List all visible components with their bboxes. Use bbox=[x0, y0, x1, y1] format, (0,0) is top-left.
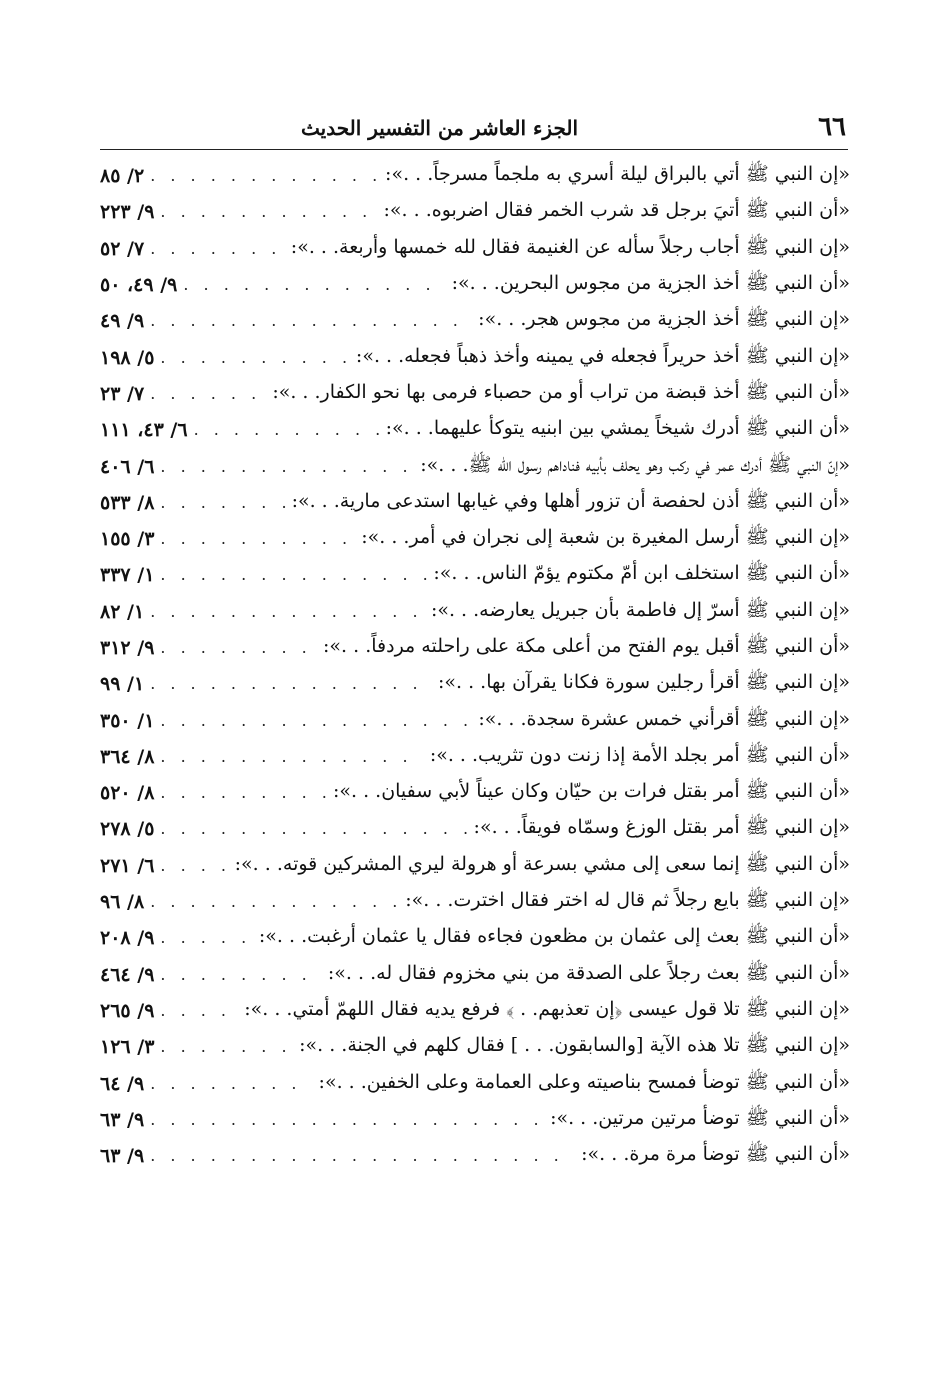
entry-reference: ٩/ ٤٩، ٥٠ bbox=[100, 274, 178, 297]
entry-reference: ٩/ ٦٣ bbox=[100, 1108, 145, 1131]
entry-text: «إن النبي ﷺ تلا قول عيسى ﴿إن تعذبهم. . ﴾ فرفع يديه فقال اللهمّ أمتي. . .»: bbox=[244, 997, 850, 1020]
entry-reference: ٦/ ٤٣، ١١١ bbox=[100, 419, 188, 442]
leader-dots bbox=[160, 964, 322, 986]
index-entry bbox=[100, 1065, 850, 1101]
entry-text: «أن النبي ﷺ أقبل يوم الفتح من أعلى مكة على راحلته مردفاً. . .»: bbox=[323, 635, 850, 657]
index-entry bbox=[100, 412, 850, 448]
index-entry bbox=[100, 920, 850, 956]
index-entry bbox=[100, 485, 850, 521]
entry-text: «إن النبي ﷺ أخذ الجزية من مجوس هجر. . .»: bbox=[478, 308, 850, 331]
entry-reference: ١/ ٩٩ bbox=[100, 673, 145, 696]
entry-reference: ٦/ ٢٧١ bbox=[100, 854, 155, 877]
leader-dots bbox=[183, 274, 445, 296]
entry-reference: ٧/ ٥٢ bbox=[100, 237, 145, 260]
leader-dots bbox=[150, 1145, 575, 1167]
entry-text: «أن النبي ﷺ أذن لحفصة أن تزور أهلها وفي غيابها استدعى مارية. . .»: bbox=[291, 489, 850, 512]
entry-text: «إن النبي ﷺ أرسل المغيرة بن شعبة إلى نجران في أمر. . .»: bbox=[361, 526, 850, 549]
leader-dots bbox=[160, 492, 285, 514]
entry-text: «أن النبي ﷺ توضأ مرة مرة. . .»: bbox=[581, 1143, 850, 1166]
index-entry bbox=[100, 1102, 850, 1138]
index-entry bbox=[100, 594, 850, 630]
entry-text: «أن النبي ﷺ إنما سعى إلى مشي بسرعة أو هرولة ليري المشركين قوته. . .»: bbox=[234, 852, 850, 875]
index-entry bbox=[100, 666, 850, 702]
entry-reference: ٨/ ٥٣٣ bbox=[100, 491, 155, 514]
index-entry bbox=[100, 811, 850, 847]
leader-dots bbox=[160, 818, 467, 840]
entry-text: «إن النبي ﷺ بايع رجلاً ثم قال له اختر فقال اخترت. . .»: bbox=[405, 889, 850, 912]
entry-text: «إن النبي ﷺ أخذ حريراً فجعله في يمينه وأخذ ذهباً فجعله. . .»: bbox=[355, 344, 850, 367]
entry-reference: ٩/ ٢٦٥ bbox=[100, 999, 155, 1022]
leader-dots bbox=[160, 347, 350, 369]
index-entry bbox=[100, 158, 850, 194]
entry-reference: ٧/ ٢٣ bbox=[100, 382, 145, 405]
index-entry bbox=[100, 194, 850, 230]
leader-dots bbox=[160, 456, 414, 478]
entry-text: «أن النبي ﷺ استخلف ابن أمّ مكتوم يؤمّ الناس. . .»: bbox=[433, 562, 850, 585]
index-entry bbox=[100, 630, 850, 666]
entry-text: «أن النبي ﷺ أخذ قبضة من تراب أو من حصباء فرمى بها نحو الكفار. . .»: bbox=[272, 380, 850, 403]
index-entry bbox=[100, 1138, 850, 1174]
entry-text: «إن النبي ﷺ أقرأني خمس عشرة سجدة. . .»: bbox=[478, 707, 850, 730]
entry-text: «إن النبي ﷺ أجاب رجلاً سأله عن الغنيمة فقال لله خمسها وأربعة. . .»: bbox=[290, 235, 850, 258]
leader-dots bbox=[160, 1036, 293, 1058]
entry-text: «إن النبي ﷺ أمر بقتل الوزغ وسمّاه فويقاً. . .»: bbox=[473, 816, 850, 839]
page-header bbox=[100, 112, 848, 152]
index-entry bbox=[100, 739, 850, 775]
leader-dots bbox=[150, 1073, 312, 1095]
leader-dots bbox=[160, 201, 377, 223]
index-entry bbox=[100, 231, 850, 267]
index-entry bbox=[100, 267, 850, 303]
index-entry bbox=[100, 848, 850, 884]
entry-text: «أن النبي ﷺ توضأ مرتين مرتين. . .»: bbox=[550, 1106, 850, 1129]
index-entry bbox=[100, 557, 850, 593]
leader-dots bbox=[150, 673, 432, 695]
header-rule bbox=[100, 149, 848, 150]
index-entry bbox=[100, 521, 850, 557]
index-entry bbox=[100, 957, 850, 993]
page-number: ٦٦ bbox=[818, 112, 846, 142]
entry-reference: ٣/ ١٢٦ bbox=[100, 1036, 155, 1059]
entry-text: «أن النبي ﷺ أمر بجلد الأمة إذا زنت دون تثريب. . .»: bbox=[429, 743, 850, 766]
index-entry bbox=[100, 339, 850, 375]
running-title: الجزء العاشر من التفسير الحديث bbox=[301, 116, 578, 140]
leader-dots bbox=[150, 238, 285, 260]
entry-reference: ٨/ ٥٢٠ bbox=[100, 782, 155, 805]
entry-text: «أن النبي ﷺ أدرك شيخاً يمشي بين ابنيه يتوكأ عليهما. . .»: bbox=[385, 417, 850, 440]
entry-text: «أن النبي ﷺ أخذ الجزية من مجوس البحرين. . .»: bbox=[451, 272, 850, 295]
leader-dots bbox=[150, 1109, 544, 1131]
leader-dots bbox=[150, 891, 399, 913]
entry-text: «إن النبي ﷺ أقرأ رجلين سورة فكانا يقرآن بها. . .»: bbox=[437, 671, 850, 694]
entry-reference: ٩/ ٦٣ bbox=[100, 1145, 145, 1168]
entry-reference: ٨/ ٩٦ bbox=[100, 891, 145, 914]
entry-reference: ١/ ٣٥٠ bbox=[100, 709, 155, 732]
entry-text: «أن النبي ﷺ أمر بقتل فرات بن حيّان وكان عيناً لأبي سفيان. . .»: bbox=[332, 780, 850, 803]
entry-text: «أن النبي ﷺ بعث إلى عثمان بن مظعون فجاءه فقال يا عثمان أرغبت. . .»: bbox=[258, 925, 850, 948]
leader-dots bbox=[194, 419, 380, 441]
leader-dots bbox=[160, 746, 423, 768]
leader-dots bbox=[160, 927, 252, 949]
leader-dots bbox=[150, 165, 379, 187]
leader-dots bbox=[160, 710, 472, 732]
index-entry bbox=[100, 884, 850, 920]
leader-dots bbox=[160, 564, 427, 586]
leader-dots bbox=[160, 637, 317, 659]
index-entry bbox=[100, 775, 850, 811]
entry-reference: ٩/ ٤٩ bbox=[100, 310, 145, 333]
entry-reference: ١/ ٨٢ bbox=[100, 600, 145, 623]
entry-reference: ٦/ ٤٠٦ bbox=[100, 455, 155, 478]
index-list bbox=[100, 158, 850, 1174]
index-entry bbox=[100, 303, 850, 339]
leader-dots bbox=[160, 1000, 238, 1022]
entry-reference: ٣/ ١٥٥ bbox=[100, 528, 155, 551]
entry-text: «أن النبي ﷺ بعث رجلاً على الصدقة من بني مخزوم فقال له. . .»: bbox=[327, 961, 850, 984]
index-entry bbox=[100, 1029, 850, 1065]
leader-dots bbox=[160, 528, 355, 550]
entry-reference: ٩/ ٣١٢ bbox=[100, 637, 155, 659]
leader-dots bbox=[160, 855, 228, 877]
leader-dots bbox=[160, 782, 327, 804]
entry-reference: ١/ ٣٣٧ bbox=[100, 564, 155, 587]
entry-text: «إنّ النبي ﷺ أدرك عمر في ركب وهو يحلف بأبيه فناداهم رسول الله ﷺ. . .»: bbox=[420, 453, 850, 476]
entry-text: «إن النبي ﷺ تلا هذه الآية [والسابقون. . . ] فقال كلهم في الجنة. . .»: bbox=[299, 1034, 850, 1057]
leader-dots bbox=[150, 383, 266, 405]
entry-text: «إن النبي ﷺ أسرّ إل فاطمة بأن جبريل يعارضه. . .»: bbox=[430, 598, 850, 621]
index-entry bbox=[100, 702, 850, 738]
entry-reference: ٩/ ٢٠٨ bbox=[100, 927, 155, 950]
entry-text: «أن النبي ﷺ أتيَ برجل قد شرب الخمر فقال اضربوه. . .»: bbox=[383, 199, 850, 222]
entry-reference: ٩/ ٤٦٤ bbox=[100, 963, 155, 986]
leader-dots bbox=[150, 310, 472, 332]
entry-text: «إن النبي ﷺ أتي بالبراق ليلة أسري به ملجماً مسرجاً. . .»: bbox=[385, 163, 850, 186]
entry-reference: ٩/ ٦٤ bbox=[100, 1072, 145, 1095]
entry-reference: ٢/ ٨٥ bbox=[100, 165, 145, 188]
index-entry bbox=[100, 376, 850, 412]
entry-reference: ٩/ ٢٢٣ bbox=[100, 201, 155, 224]
entry-reference: ٥/ ١٩٨ bbox=[100, 346, 155, 369]
index-entry bbox=[100, 448, 850, 484]
entry-reference: ٥/ ٢٧٨ bbox=[100, 818, 155, 841]
index-entry bbox=[100, 993, 850, 1029]
entry-text: «أن النبي ﷺ توضأ فمسح بناصيته وعلى العمامة وعلى الخفين. . .»: bbox=[318, 1070, 850, 1093]
leader-dots bbox=[150, 601, 425, 623]
entry-reference: ٨/ ٣٦٤ bbox=[100, 745, 155, 768]
